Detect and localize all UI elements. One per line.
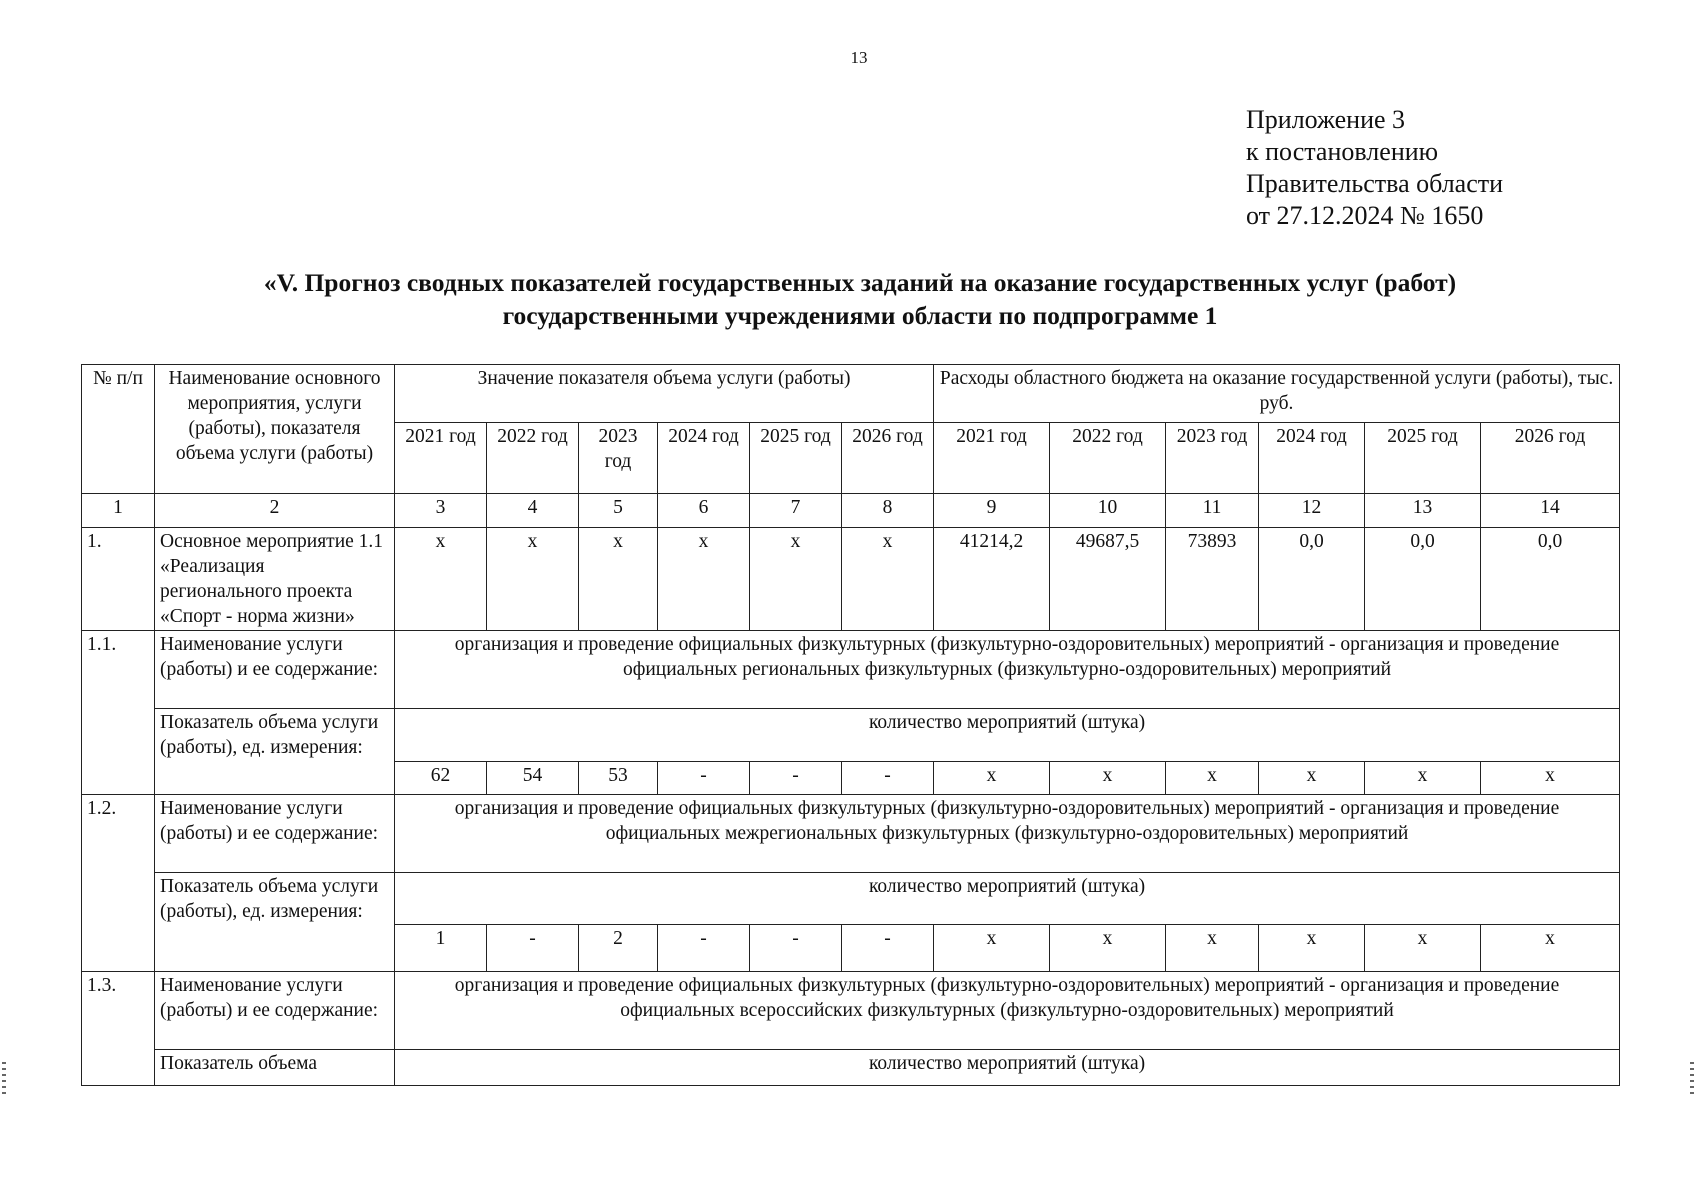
indicator-label-continuation [155, 925, 395, 972]
column-number: 4 [487, 494, 579, 528]
table-cell: х [1166, 925, 1259, 972]
table-cell: 54 [487, 761, 579, 794]
column-number: 8 [842, 494, 934, 528]
service-description: организация и проведение официальных физкультурных (физкультурно-оздоровительных) мероприятий - организация и проведение официальных региональных физкультурных (физкультурно-оздоровительных) мероприятий [395, 631, 1620, 709]
table-cell: х [658, 528, 750, 631]
column-number: 12 [1259, 494, 1365, 528]
header-num: № п/п [82, 365, 155, 494]
table-cell: 0,0 [1259, 528, 1365, 631]
table-cell: х [1259, 761, 1365, 794]
row-number: 1. [82, 528, 155, 631]
service-label: Наименование услуги (работы) и ее содержание: [155, 794, 395, 872]
table-cell: 41214,2 [934, 528, 1050, 631]
document-title [80, 266, 1640, 332]
table-cell: - [487, 925, 579, 972]
column-number: 1 [82, 494, 155, 528]
table-cell: 2 [579, 925, 658, 972]
table-cell: 49687,5 [1050, 528, 1166, 631]
header-expense-group: Расходы областного бюджета на оказание государственной услуги (работы), тыс. руб. [934, 365, 1620, 423]
table-cell: х [1050, 761, 1166, 794]
forecast-table [81, 364, 1620, 1086]
row-number: 1.3. [82, 972, 155, 1086]
header-year: 2025 год [1365, 423, 1481, 494]
header-year: 2023 год [1166, 423, 1259, 494]
header-volume-group: Значение показателя объема услуги (работы) [395, 365, 934, 423]
table-cell: х [1481, 761, 1620, 794]
table-cell: - [842, 925, 934, 972]
scan-edge-mark [1690, 1062, 1694, 1096]
scan-edge-mark [2, 1062, 6, 1096]
row-number: 1.2. [82, 794, 155, 972]
table-cell: 62 [395, 761, 487, 794]
table-cell: - [842, 761, 934, 794]
appendix-line: к постановлению [1246, 137, 1439, 166]
unit-of-measure: количество мероприятий (штука) [395, 1050, 1620, 1086]
indicator-label: Показатель объема услуги (работы), ед. измерения: [155, 872, 395, 925]
appendix-block [1246, 104, 1503, 232]
table-cell: - [658, 925, 750, 972]
page-number: 13 [850, 48, 868, 67]
service-label: Наименование услуги (работы) и ее содержание: [155, 631, 395, 709]
table-cell: 53 [579, 761, 658, 794]
header-year: 2026 год [1481, 423, 1620, 494]
column-number: 10 [1050, 494, 1166, 528]
column-number: 9 [934, 494, 1050, 528]
table-cell: 0,0 [1365, 528, 1481, 631]
service-label: Наименование услуги (работы) и ее содержание: [155, 972, 395, 1050]
indicator-label: Показатель объема услуги (работы), ед. измерения: [155, 709, 395, 762]
column-number: 13 [1365, 494, 1481, 528]
column-number: 3 [395, 494, 487, 528]
table-cell: х [579, 528, 658, 631]
unit-of-measure: количество мероприятий (штука) [395, 872, 1620, 925]
header-year: 2024 год [658, 423, 750, 494]
table-cell: х [1365, 925, 1481, 972]
service-description: организация и проведение официальных физкультурных (физкультурно-оздоровительных) мероприятий - организация и проведение официальных всероссийских физкультурных (физкультурно-оздоровительных) мероприятий [395, 972, 1620, 1050]
table-cell: 1 [395, 925, 487, 972]
header-name: Наименование основного мероприятия, услуги (работы), показателя объема услуги (работы) [155, 365, 395, 494]
table-cell: х [487, 528, 579, 631]
table-cell: - [750, 925, 842, 972]
table-cell: - [750, 761, 842, 794]
column-number: 2 [155, 494, 395, 528]
title-line: «V. Прогноз сводных показателей государственных заданий на оказание государственных услуг (работ) [263, 268, 1457, 297]
column-number: 14 [1481, 494, 1620, 528]
header-year: 2023 год [579, 423, 658, 494]
table-cell: х [1365, 761, 1481, 794]
appendix-line: от 27.12.2024 № 1650 [1246, 201, 1484, 230]
header-year: 2021 год [395, 423, 487, 494]
indicator-label-continuation [155, 761, 395, 794]
header-year: 2024 год [1259, 423, 1365, 494]
column-number: 11 [1166, 494, 1259, 528]
table-cell: - [658, 761, 750, 794]
row-number: 1.1. [82, 631, 155, 795]
column-number: 6 [658, 494, 750, 528]
table-cell: х [934, 761, 1050, 794]
header-year: 2022 год [487, 423, 579, 494]
indicator-label: Показатель объема [155, 1050, 395, 1086]
unit-of-measure: количество мероприятий (штука) [395, 709, 1620, 762]
table-cell: 73893 [1166, 528, 1259, 631]
table-cell: х [842, 528, 934, 631]
header-year: 2025 год [750, 423, 842, 494]
header-year: 2026 год [842, 423, 934, 494]
table-cell: х [750, 528, 842, 631]
header-year: 2021 год [934, 423, 1050, 494]
column-number: 5 [579, 494, 658, 528]
service-description: организация и проведение официальных физкультурных (физкультурно-оздоровительных) мероприятий - организация и проведение официальных межрегиональных физкультурных (физкультурно-оздоровительных) мероприятий [395, 794, 1620, 872]
table-cell: х [395, 528, 487, 631]
table-cell: 0,0 [1481, 528, 1620, 631]
table-cell: х [1050, 925, 1166, 972]
table-cell: х [1166, 761, 1259, 794]
activity-name: Основное мероприятие 1.1 «Реализация регионального проекта «Спорт - норма жизни» [155, 528, 395, 631]
header-year: 2022 год [1050, 423, 1166, 494]
table-cell: х [1481, 925, 1620, 972]
column-number: 7 [750, 494, 842, 528]
title-line: государственными учреждениями области по подпрограмме 1 [502, 301, 1218, 330]
appendix-line: Правительства области [1246, 169, 1504, 198]
table-cell: х [934, 925, 1050, 972]
appendix-line: Приложение 3 [1246, 105, 1406, 134]
table-cell: х [1259, 925, 1365, 972]
